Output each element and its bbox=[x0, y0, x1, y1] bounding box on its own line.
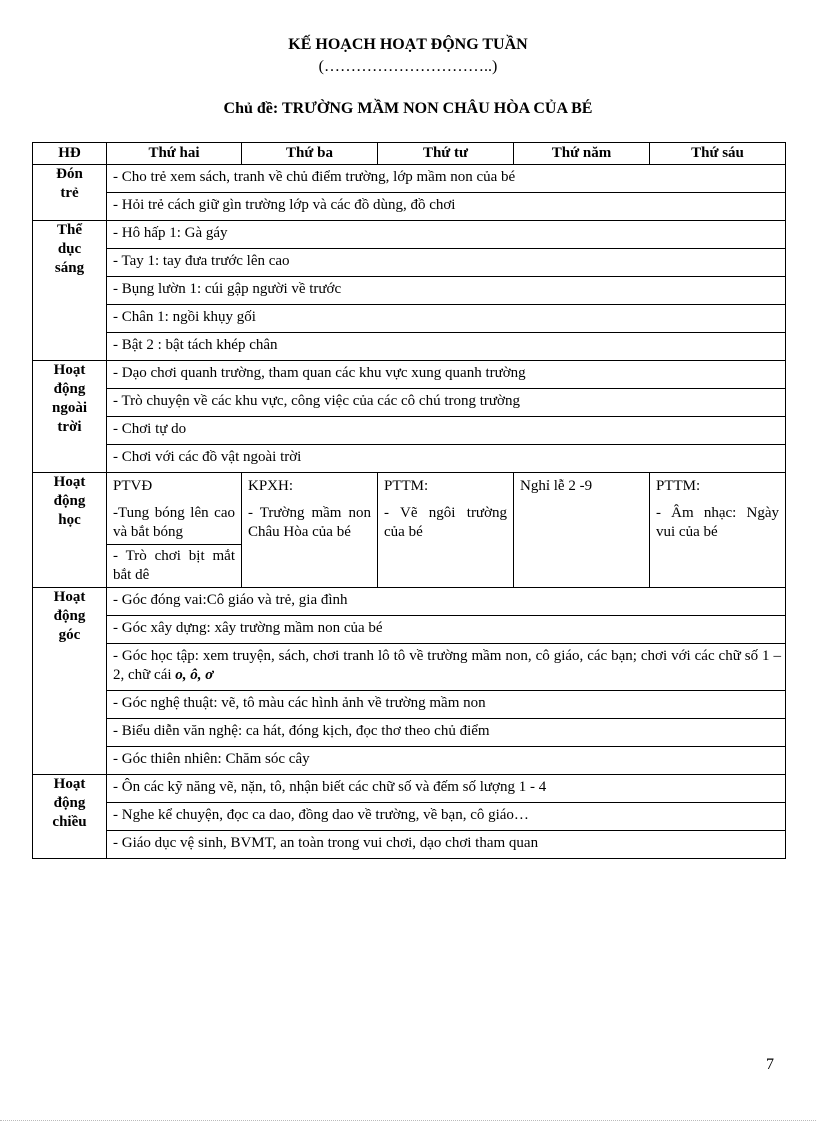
label-line: động bbox=[53, 493, 86, 509]
row-label-the-duc-sang bbox=[33, 221, 107, 361]
label-line: trời bbox=[57, 419, 82, 435]
label-line: sáng bbox=[54, 260, 85, 276]
lesson-game: - Trò chơi bịt mắt bắt dê bbox=[107, 544, 241, 587]
list-item: - Bụng lườn 1: cúi gập người về trước bbox=[107, 276, 785, 304]
label-line: góc bbox=[58, 627, 81, 643]
row-hoat-dong-goc bbox=[33, 588, 786, 775]
label-line: ngoài bbox=[51, 400, 87, 416]
don-tre-content bbox=[107, 165, 786, 221]
col-header-tuesday: Thứ ba bbox=[242, 143, 378, 165]
label-line: chiều bbox=[52, 814, 87, 830]
goc-content bbox=[107, 588, 786, 775]
col-header-wednesday: Thứ tư bbox=[378, 143, 514, 165]
list-item: - Dạo chơi quanh trường, tham quan các khu vực xung quanh trường bbox=[113, 365, 526, 381]
list-item: - Chơi với các đồ vật ngoài trời bbox=[107, 444, 785, 472]
label-line: Hoạt bbox=[53, 589, 86, 605]
list-item: - Góc nghệ thuật: vẽ, tô màu các hình ảnh về trường mầm non bbox=[107, 690, 785, 718]
label-line: học bbox=[58, 512, 81, 528]
list-item: - Hô hấp 1: Gà gáy bbox=[113, 225, 228, 241]
goc-hoc-tap-text: - Góc học tập: xem truyện, sách, chơi tranh lô tô về trường mầm non, cô giáo, các bạn; chơi với các chữ số 1 – 2, chữ cái bbox=[113, 648, 781, 683]
list-item: - Chơi tự do bbox=[107, 416, 785, 444]
theme-value: TRƯỜNG MẦM NON CHÂU HÒA CỦA BÉ bbox=[281, 100, 593, 117]
hoc-tuesday bbox=[242, 473, 378, 588]
hoc-wednesday bbox=[378, 473, 514, 588]
row-hoat-dong-chieu bbox=[33, 775, 786, 859]
ngoai-troi-content bbox=[107, 361, 786, 473]
hoc-monday bbox=[107, 473, 242, 588]
label-line: dục bbox=[57, 241, 82, 257]
lesson-content: - Trường mầm non Châu Hòa của bé bbox=[248, 505, 371, 540]
label-line: trẻ bbox=[60, 185, 79, 201]
label-line: động bbox=[53, 795, 86, 811]
col-header-friday: Thứ sáu bbox=[650, 143, 786, 165]
label-line: Thể bbox=[56, 222, 82, 238]
hoc-thursday bbox=[514, 473, 650, 588]
holiday-note: Nghỉ lễ 2 -9 bbox=[520, 478, 593, 494]
col-header-thursday: Thứ năm bbox=[514, 143, 650, 165]
row-hoat-dong-hoc bbox=[33, 473, 786, 588]
page-number: 7 bbox=[766, 1056, 774, 1073]
lesson-subject: PTVĐ bbox=[113, 478, 153, 494]
row-label-hoat-dong-chieu bbox=[33, 775, 107, 859]
list-item: - Giáo dục vệ sinh, BVMT, an toàn trong vui chơi, dạo chơi tham quan bbox=[107, 830, 785, 858]
theme-label: Chủ đề: bbox=[223, 100, 279, 117]
row-don-tre bbox=[33, 165, 786, 221]
col-header-monday: Thứ hai bbox=[107, 143, 242, 165]
label-line: Hoạt bbox=[53, 362, 86, 378]
list-item: - Góc thiên nhiên: Chăm sóc cây bbox=[107, 746, 785, 774]
list-item: - Biểu diễn văn nghệ: ca hát, đóng kịch, đọc thơ theo chủ điểm bbox=[107, 718, 785, 746]
label-line: Hoạt bbox=[53, 776, 86, 792]
lesson-subject: PTTM: bbox=[656, 478, 701, 494]
list-item: - Góc xây dựng: xây trường mầm non của bé bbox=[107, 615, 785, 643]
letters-highlight: o, ô, ơ bbox=[175, 667, 214, 683]
list-item: - Tay 1: tay đưa trước lên cao bbox=[107, 248, 785, 276]
row-the-duc-sang bbox=[33, 221, 786, 361]
row-label-hoat-dong-hoc bbox=[33, 473, 107, 588]
lesson-subject: KPXH: bbox=[248, 478, 294, 494]
list-item: - Bật 2 : bật tách khép chân bbox=[107, 332, 785, 360]
the-duc-content bbox=[107, 221, 786, 361]
chieu-content bbox=[107, 775, 786, 859]
page-title: KẾ HOẠCH HOẠT ĐỘNG TUẦN bbox=[288, 36, 528, 53]
header-row bbox=[33, 143, 786, 165]
label-line: Hoạt bbox=[53, 474, 86, 490]
lesson-content: - Vẽ ngôi trường của bé bbox=[384, 505, 507, 540]
weekly-plan-table bbox=[32, 142, 786, 859]
lesson-subject: PTTM: bbox=[384, 478, 429, 494]
lesson-content: -Tung bóng lên cao và bắt bóng bbox=[113, 505, 235, 540]
page-bottom-divider bbox=[0, 1120, 816, 1121]
col-header-activity: HĐ bbox=[33, 143, 107, 165]
list-item: - Trò chuyện về các khu vực, công việc của các cô chú trong trường bbox=[107, 388, 785, 416]
list-item: - Góc đóng vai:Cô giáo và trẻ, gia đình bbox=[113, 592, 348, 608]
list-item: - Nghe kể chuyện, đọc ca dao, đồng dao về trường, về bạn, cô giáo… bbox=[107, 802, 785, 830]
lesson-content: - Âm nhạc: Ngày vui của bé bbox=[656, 505, 779, 540]
list-item: - Cho trẻ xem sách, tranh về chủ điểm trường, lớp mầm non của bé bbox=[113, 169, 516, 185]
list-item: - Ôn các kỹ năng vẽ, nặn, tô, nhận biết các chữ số và đếm số lượng 1 - 4 bbox=[113, 779, 547, 795]
list-item bbox=[107, 643, 785, 690]
row-label-don-tre bbox=[33, 165, 107, 221]
row-label-ngoai-troi bbox=[33, 361, 107, 473]
hoc-friday bbox=[650, 473, 786, 588]
date-placeholder: (…………………………..) bbox=[318, 58, 498, 75]
label-line: Đón bbox=[56, 166, 83, 182]
label-line: động bbox=[53, 608, 86, 624]
list-item: - Hỏi trẻ cách giữ gìn trường lớp và các đồ dùng, đồ chơi bbox=[107, 192, 785, 220]
row-ngoai-troi bbox=[33, 361, 786, 473]
row-label-hoat-dong-goc bbox=[33, 588, 107, 775]
label-line: động bbox=[53, 381, 86, 397]
list-item: - Chân 1: ngồi khụy gối bbox=[107, 304, 785, 332]
theme-heading bbox=[0, 100, 816, 118]
